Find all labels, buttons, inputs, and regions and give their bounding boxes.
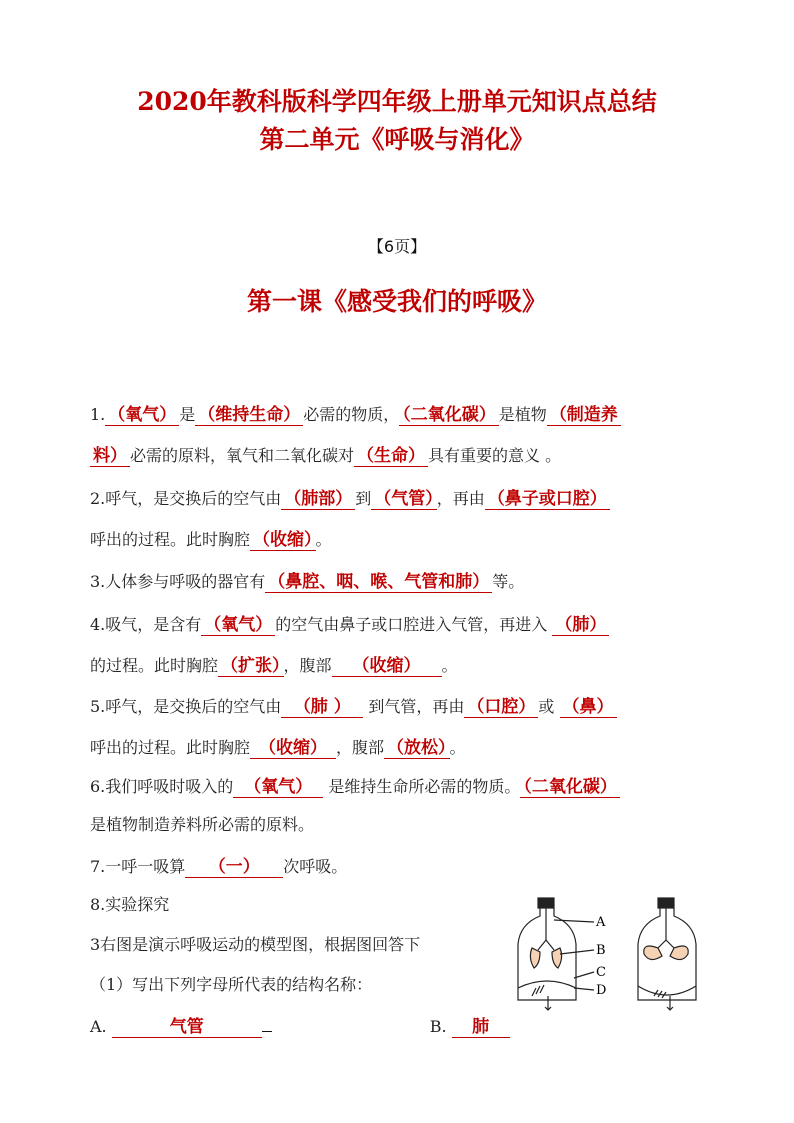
bell-jar-right <box>638 898 696 1010</box>
diagram-label-b: B <box>596 943 606 958</box>
question-4-line-1 <box>90 610 609 635</box>
question-6-line-2 <box>90 812 314 835</box>
q8-label-b: B. <box>429 1017 447 1036</box>
q6-answer-1: （氧气） <box>233 772 323 798</box>
q5-text-6: 。 <box>449 738 466 757</box>
q2-text-5: 。 <box>315 530 332 549</box>
question-8-sub-1 <box>90 972 372 995</box>
q8-label-a: A. <box>90 1017 107 1036</box>
q6-text-2: 是维持生命所必需的物质。 <box>328 777 521 796</box>
q4-answer-1: （氧气） <box>201 615 275 636</box>
q8-text-3: （1）写出下列字母所代表的结构名称： <box>90 975 373 994</box>
q3-answer-1: （鼻腔、咽、喉、气管和肺） <box>265 572 492 593</box>
breathing-model-diagram <box>508 892 718 1012</box>
q3-text-2: 等。 <box>492 572 525 591</box>
question-2-line-2 <box>90 525 332 550</box>
question-1-line-2 <box>90 441 561 466</box>
q5-answer-1: （肺 ） <box>281 692 363 718</box>
q8-text-2: 3右图是演示呼吸运动的模型图，根据图回答下 <box>90 935 421 954</box>
bell-jar-left <box>518 898 594 1010</box>
diagram-label-c: C <box>596 965 606 980</box>
unit-title: 第二单元《呼吸与消化》 <box>259 125 535 154</box>
q1-answer-3: （二氧化碳） <box>399 405 499 426</box>
q5-text-4: 呼出的过程。此时胸腔 <box>90 738 251 757</box>
diagram-label-d: D <box>596 983 607 998</box>
q7-answer-1: （一） <box>185 852 283 878</box>
question-8-heading <box>90 892 169 915</box>
q5-text-3: 或 <box>538 697 555 716</box>
q5-answer-3: （鼻） <box>560 697 617 718</box>
q1-text-5: 具有重要的意义 。 <box>428 446 562 465</box>
q1-text-3: 是植物 <box>498 405 547 424</box>
document-title: 2020年教科版科学四年级上册单元知识点总结 <box>137 87 657 116</box>
page-count-tag: 【6页】 <box>367 237 427 256</box>
question-5-line-1 <box>90 692 617 718</box>
q3-text-1: 3.人体参与呼吸的器官有 <box>90 572 266 591</box>
q4-text-1: 4.吸气，是含有 <box>90 615 202 634</box>
diagram-label-a: A <box>596 915 606 930</box>
q7-text-2: 次呼吸。 <box>283 857 348 876</box>
q5-text-2: 到气管，再由 <box>368 697 465 716</box>
q6-text-3: 是植物制造养料所必需的原料。 <box>90 815 315 834</box>
q5-answer-5: （放松） <box>384 738 450 759</box>
lesson-title: 第一课《感受我们的呼吸》 <box>246 287 547 316</box>
q4-text-2: 的空气由鼻子或口腔进入气管，再进入 <box>275 615 548 634</box>
q2-answer-1: （肺部） <box>281 489 355 510</box>
question-1-line-1 <box>90 400 621 425</box>
q5-text-5: ，腹部 <box>336 738 385 757</box>
question-4-line-2 <box>90 651 458 677</box>
question-8-prompt <box>90 932 420 955</box>
q2-answer-4: （收缩） <box>250 530 316 551</box>
q5-answer-2: （口腔） <box>464 697 538 718</box>
q8-text-1: 8.实验探究 <box>90 895 170 914</box>
q2-text-4: 呼出的过程。此时胸腔 <box>90 530 251 549</box>
q4-answer-4: （收缩） <box>332 651 442 677</box>
question-5-line-2 <box>90 733 466 759</box>
q6-text-1: 6.我们呼吸时吸入的 <box>90 777 234 796</box>
q1-text-1: 是 <box>179 405 196 424</box>
q1-answer-2: （维持生命） <box>195 405 303 426</box>
q2-text-1: 2.呼气，是交换后的空气由 <box>90 489 282 508</box>
q2-text-2: 到 <box>355 489 372 508</box>
q1-answer-5: （生命） <box>354 446 428 467</box>
q4-text-3: 的过程。此时胸腔 <box>90 656 219 675</box>
q7-text-1: 7.一呼一吸算 <box>90 857 186 876</box>
q5-answer-4: （收缩） <box>250 733 336 759</box>
q4-text-5: 。 <box>441 656 458 675</box>
q8-answer-a: 气管 <box>112 1012 262 1038</box>
q4-answer-2: （肺） <box>552 615 609 636</box>
q8-underline-tail <box>262 1031 272 1032</box>
q1-answer-4: （制造养 <box>547 405 621 426</box>
q4-answer-3: （扩张） <box>218 656 284 677</box>
question-8-answers <box>90 1012 510 1038</box>
q1-answer-1: （氧气） <box>105 405 179 426</box>
q5-text-1: 5.呼气，是交换后的空气由 <box>90 697 282 716</box>
q8-answer-b: 肺 <box>452 1012 510 1038</box>
q1-text-2: 必需的物质， <box>303 405 400 424</box>
question-6-line-1 <box>90 772 620 798</box>
q2-answer-3: （鼻子或口腔） <box>485 489 610 510</box>
question-2-line-1 <box>90 484 610 509</box>
question-7 <box>90 852 347 878</box>
q2-text-3: ，再由 <box>436 489 485 508</box>
q6-answer-2: （二氧化碳） <box>520 777 620 798</box>
q1-text-4: 必需的原料，氧气和二氧化碳对 <box>130 446 355 465</box>
q1-number: 1. <box>90 405 106 424</box>
q4-text-4: ，腹部 <box>283 656 332 675</box>
q1-answer-4-cont: 料） <box>90 446 130 467</box>
question-3 <box>90 567 524 592</box>
q2-answer-2: （气管） <box>371 489 437 510</box>
